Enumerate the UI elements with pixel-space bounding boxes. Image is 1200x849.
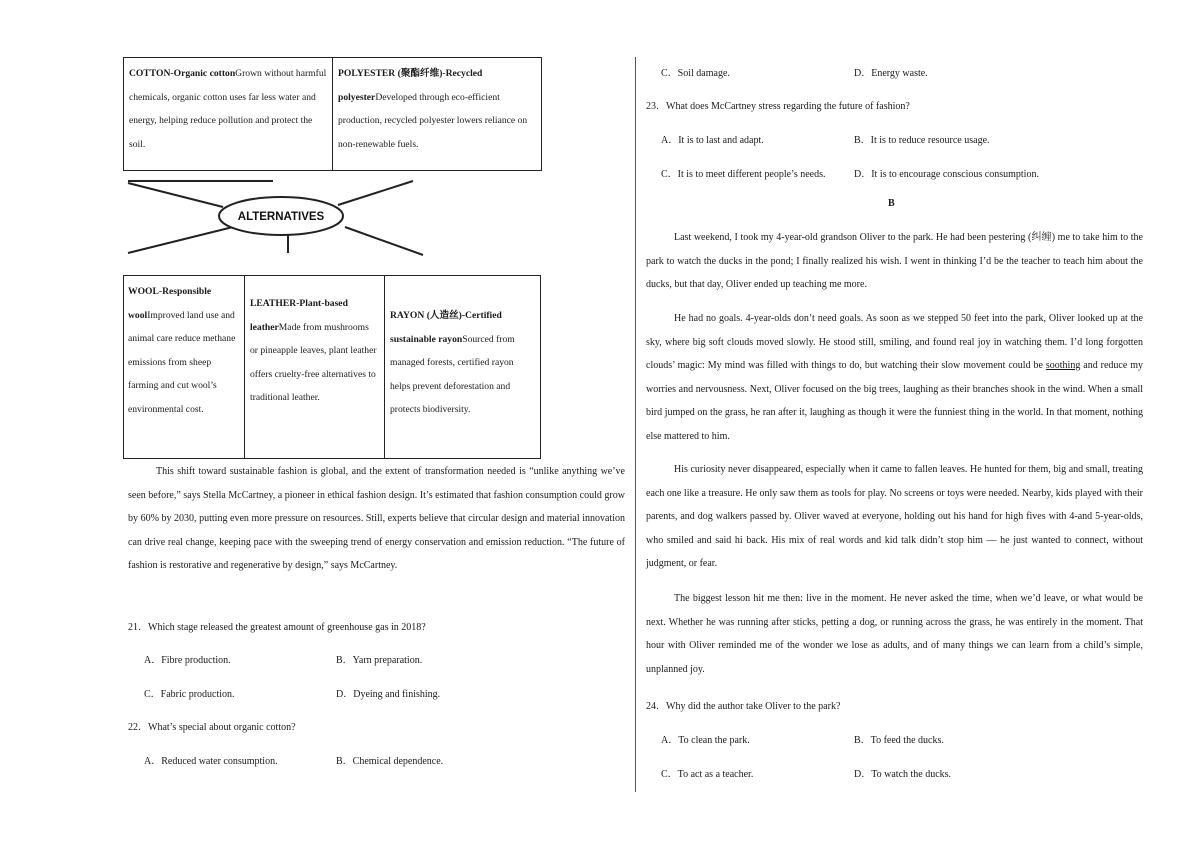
q23-option-b[interactable]: B．It is to reduce resource usage. [854,135,990,146]
q22-option-c[interactable]: C．Soil damage. [661,68,730,79]
cotton-title: COTTON-Organic cotton [129,68,236,79]
cotton-text: Grown without harmful chemicals, organic cotton uses far less water and energy, helping reduce pollution and protect the soil. [129,68,327,150]
question-23: 23．What does McCartney stress regarding the future of fashion? [646,101,910,112]
cotton-box [129,62,327,156]
q21-option-d[interactable]: D．Dyeing and finishing. [336,689,441,700]
underlined-word-soothing: soothing [1045,360,1081,372]
leather-text: Made from mushrooms or pineapple leaves, plant leather offers cruelty-free alternatives to traditional leather. [250,321,377,403]
q24-option-c[interactable]: C．To act as a teacher. [661,769,754,780]
table-divider [332,57,333,171]
leather-box [250,292,378,410]
table-divider [244,275,245,459]
passage-b-paragraph-4: The biggest lesson hit me then: live in the moment. He never asked the time, when we’d leave, or what would be next. Whether he was running after sticks, petting a dog, or running across the grass, he was entirely in the moment. That hour with Oliver reminded me of the wonder we lose as adults, and of many things we can learn from a child’s simple, unplanned joy. [646,593,1143,675]
diagram-line-lower-right [345,227,423,255]
q21-option-a[interactable]: A．Fibre production. [144,655,231,666]
passage-paragraph: This shift toward sustainable fashion is global, and the extent of transformation needed is “unlike anything we’ve seen before,” says Stella McCartney, a pioneer in ethical fashion design. It’s estimated that fashion consumption could grow by 60% by 2030, putting even more pressure on resources. Still, experts believe that circular design and material innovation can drive real change, keeping pace with the sweeping trend of energy conservation and emission reduction. “The future of fashion is restorative and regenerative by design,” says McCartney. [128,466,625,572]
q21-option-c[interactable]: C．Fabric production. [144,689,235,700]
wool-text: Improved land use and animal care reduce methane emissions from sheep farming and cut wool’s environmental cost. [128,309,236,415]
diagram-line-upper-left [128,183,223,207]
polyester-title: POLYESTER (聚酯纤维)-Recycled polyester [338,68,483,103]
rayon-box [390,304,536,422]
paragraph-2-start: He had no goals. 4-year-olds don’t need goals. As soon as we stepped 50 feet into the park, Oliver looked up at the sky, where big soft clouds moved slowly. He stood still, smiling, and found real joy in watching them. I’d long forgotten clouds’ magic: My mind was filled with things to do, but watching their slow movement could be [646,313,1143,372]
table-divider [384,275,385,459]
q23-option-d[interactable]: D．It is to encourage conscious consumption. [854,169,1039,180]
passage-b-paragraph-3: His curiosity never disappeared, especially when it came to fallen leaves. He hunted for them, big and small, treating each one like a treasure. He only saw them as tools for play. No screens or toys were needed. Nearby, kids played with their parents, and dog walkers passed by. Oliver waved at everyone, holding out his hand for high fives with 4-and 5-year-olds, who smiled and said hi back. His mix of real words and kid talk didn’t stop him — he just wanted to connect, without judgment, or fear. [646,464,1143,570]
q24-option-d[interactable]: D．To watch the ducks. [854,769,952,780]
q24-option-b[interactable]: B．To feed the ducks. [854,735,944,746]
rayon-title: RAYON (人造丝)-Certified sustainable rayon [390,310,502,345]
diagram-line-upper-right [338,181,413,205]
alternatives-diagram [123,175,433,257]
polyester-text: Developed through eco-efficient production, recycled polyester lowers reliance on non-renewable fuels. [338,91,528,150]
wool-box [128,280,240,421]
leather-title: LEATHER-Plant-based leather [250,298,348,333]
diagram-line-lower-left [128,227,233,253]
polyester-box [338,62,538,156]
question-21: 21．Which stage released the greatest amount of greenhouse gas in 2018? [128,622,426,633]
paragraph-2-end: and reduce my worries and nervousness. Next, Oliver focused on the big trees, laughing as their branches shook in the wind. When a small bird jumped on the grass, he ran after it, laughing as though it were the funniest thing in the world. In that moment, nothing else mattered to him. [646,360,1143,442]
passage-b-paragraph-2 [646,307,1143,449]
q24-option-a[interactable]: A．To clean the park. [661,735,750,746]
rayon-text: Sourced from managed forests, certified rayon helps prevent deforestation and protects biodiversity. [390,333,515,415]
q23-option-a[interactable]: A．It is to last and adapt. [661,135,764,146]
question-24: 24．Why did the author take Oliver to the park? [646,701,841,712]
section-heading-b: B [888,198,895,209]
q21-option-b[interactable]: B．Yarn preparation. [336,655,423,666]
q22-option-d[interactable]: D．Energy waste. [854,68,928,79]
q23-option-c[interactable]: C．It is to meet different people’s needs. [661,169,826,180]
q22-option-b[interactable]: B．Chemical dependence. [336,756,444,767]
column-divider [635,57,636,792]
alternatives-label: ALTERNATIVES [237,211,325,223]
question-22: 22．What’s special about organic cotton? [128,722,296,733]
wool-title: WOOL-Responsible wool [128,286,212,321]
passage-b-paragraph-1: Last weekend, I took my 4-year-old grandson Oliver to the park. He had been pestering (纠缠) me to take him to the park to watch the ducks in the pond; I finally realized his wish. I went in thinking I’d be the teacher to teach him about the ducks, but that day, Oliver ended up teaching me more. [646,232,1143,291]
q22-option-a[interactable]: A．Reduced water consumption. [144,756,278,767]
